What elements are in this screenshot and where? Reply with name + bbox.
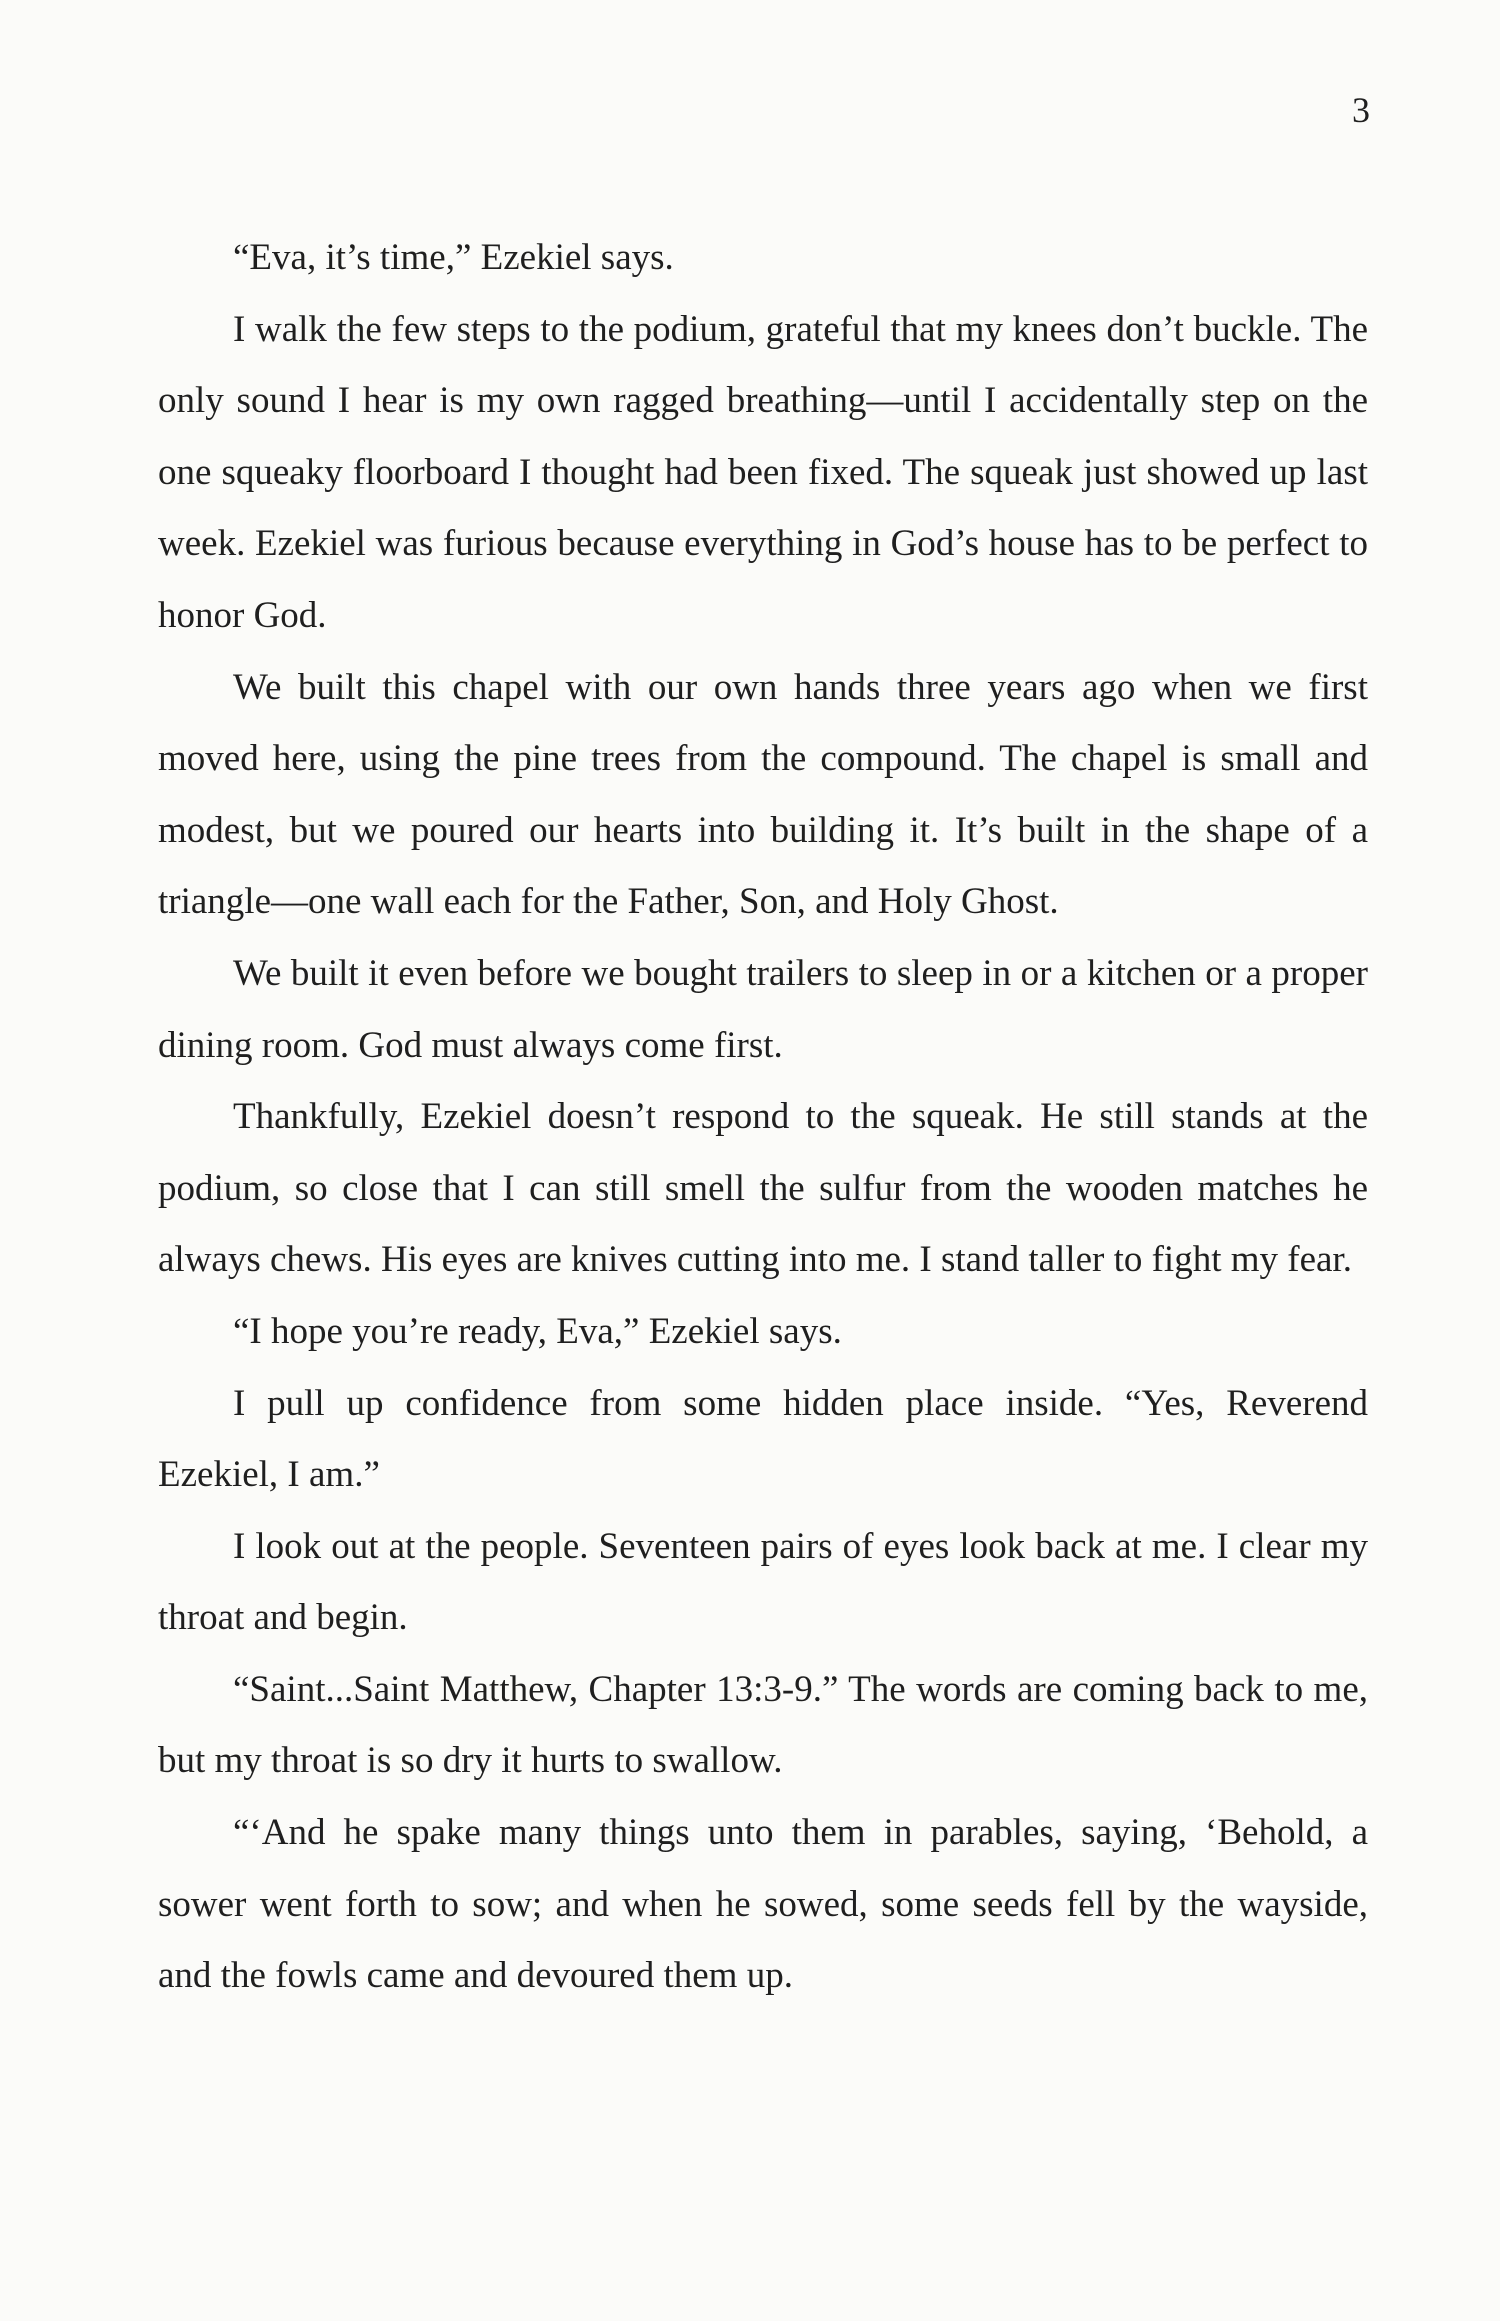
paragraph: “‘And he spake many things unto them in parables, saying, ‘Behold, a sower went forth to sow; and when he sowed, some seeds fell by the wayside, and the fowls came and devoured them up. bbox=[158, 1812, 1368, 1997]
paragraph: “I hope you’re ready, Eva,” Ezekiel says. bbox=[233, 1310, 842, 1352]
page-number: 3 bbox=[1352, 90, 1370, 130]
paragraph: We built this chapel with our own hands three years ago when we first moved here, using the pine trees from the compound. The chapel is small and modest, but we poured our hearts into building it. It’s built in the shape of a triangle—one wall each for the Father, Son, and Holy Ghost. bbox=[158, 666, 1368, 923]
paragraph: We built it even before we bought trailers to sleep in or a kitchen or a proper dining room. God must always come first. bbox=[158, 952, 1368, 1066]
paragraph: Thankfully, Ezekiel doesn’t respond to the squeak. He still stands at the podium, so close that I can still smell the sulfur from the wooden matches he always chews. His eyes are knives cutting into me. I stand taller to fight my fear. bbox=[158, 1096, 1368, 1281]
paragraph: I look out at the people. Seventeen pairs of eyes look back at me. I clear my throat and begin. bbox=[158, 1525, 1368, 1639]
body-text bbox=[158, 222, 1368, 2012]
paragraph: I pull up confidence from some hidden place inside. “Yes, Reverend Ezekiel, I am.” bbox=[158, 1382, 1368, 1496]
paragraph: “Eva, it’s time,” Ezekiel says. bbox=[233, 237, 674, 278]
paragraph: I walk the few steps to the podium, grateful that my knees don’t buckle. The only sound I hear is my own ragged breathing—until I accidentally step on the one squeaky floorboard I thought had been fixed. The squeak just showed up last week. Ezekiel was furious because everything in God’s house has to be perfect to honor God. bbox=[158, 308, 1368, 636]
paragraph: “Saint...Saint Matthew, Chapter 13:3-9.” The words are coming back to me, but my throat is so dry it hurts to swallow. bbox=[158, 1668, 1368, 1782]
